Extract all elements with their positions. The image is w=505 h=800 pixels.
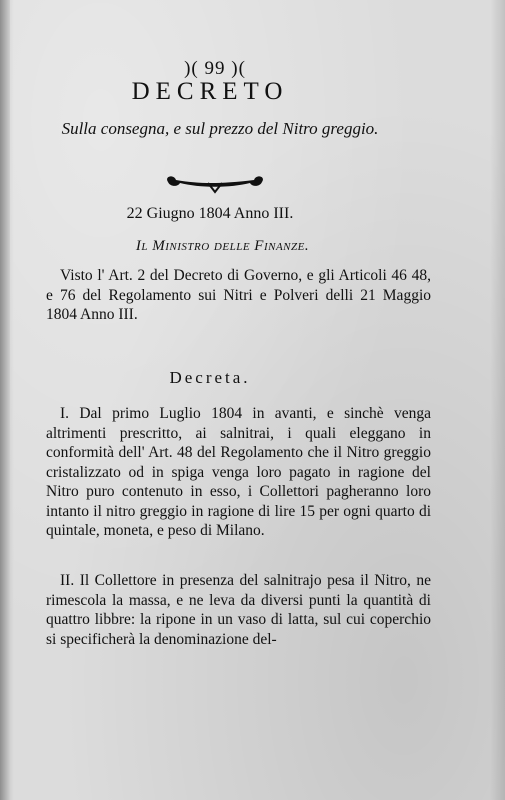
decree-date: 22 Giugno 1804 Anno III. <box>126 205 294 222</box>
article-2-paragraph: II. Il Collettore in presenza del salnitrajo pesa il Nitro, ne rimescola la massa, e ne leva da diversi punti la quantità di quattro libbre: la ripone in un vaso di latta, sul cui coperchio si specificherà la denominazione del- <box>46 572 431 648</box>
decree-subtitle: Sulla consegna, e sul prezzo del Nitro greggio. <box>61 119 379 138</box>
issuing-authority: Il Ministro delle Finanze. <box>135 238 310 254</box>
decree-title: DECRETO <box>131 78 289 105</box>
ornament-divider-icon <box>160 170 270 194</box>
preamble-paragraph: Visto l' Art. 2 del Decreto di Governo, e gli Articoli 46 48, e 76 del Regolamento sui Nitri e Polveri delli 21 Maggio 1804 Anno III. <box>46 267 431 323</box>
page-number: )( 99 )( <box>184 58 246 79</box>
page-binding-edge <box>0 0 10 800</box>
article-1-paragraph: I. Dal primo Luglio 1804 in avanti, e sinchè venga altrimenti prescritto, ai salnitrai, i quali eleggano in conformità dell' Art. 48 del Regolamento che il Nitro greggio cristalizzato od in spiga venga loro pagato in ragione del Nitro puro contenuto in esso, i Collettori pagheranno loro intanto il nitro greggio in ragione di lire 15 per ogni quarto di quintale, moneta, e peso di Milano. <box>46 405 431 539</box>
decreta-heading: Decreta. <box>169 368 251 387</box>
